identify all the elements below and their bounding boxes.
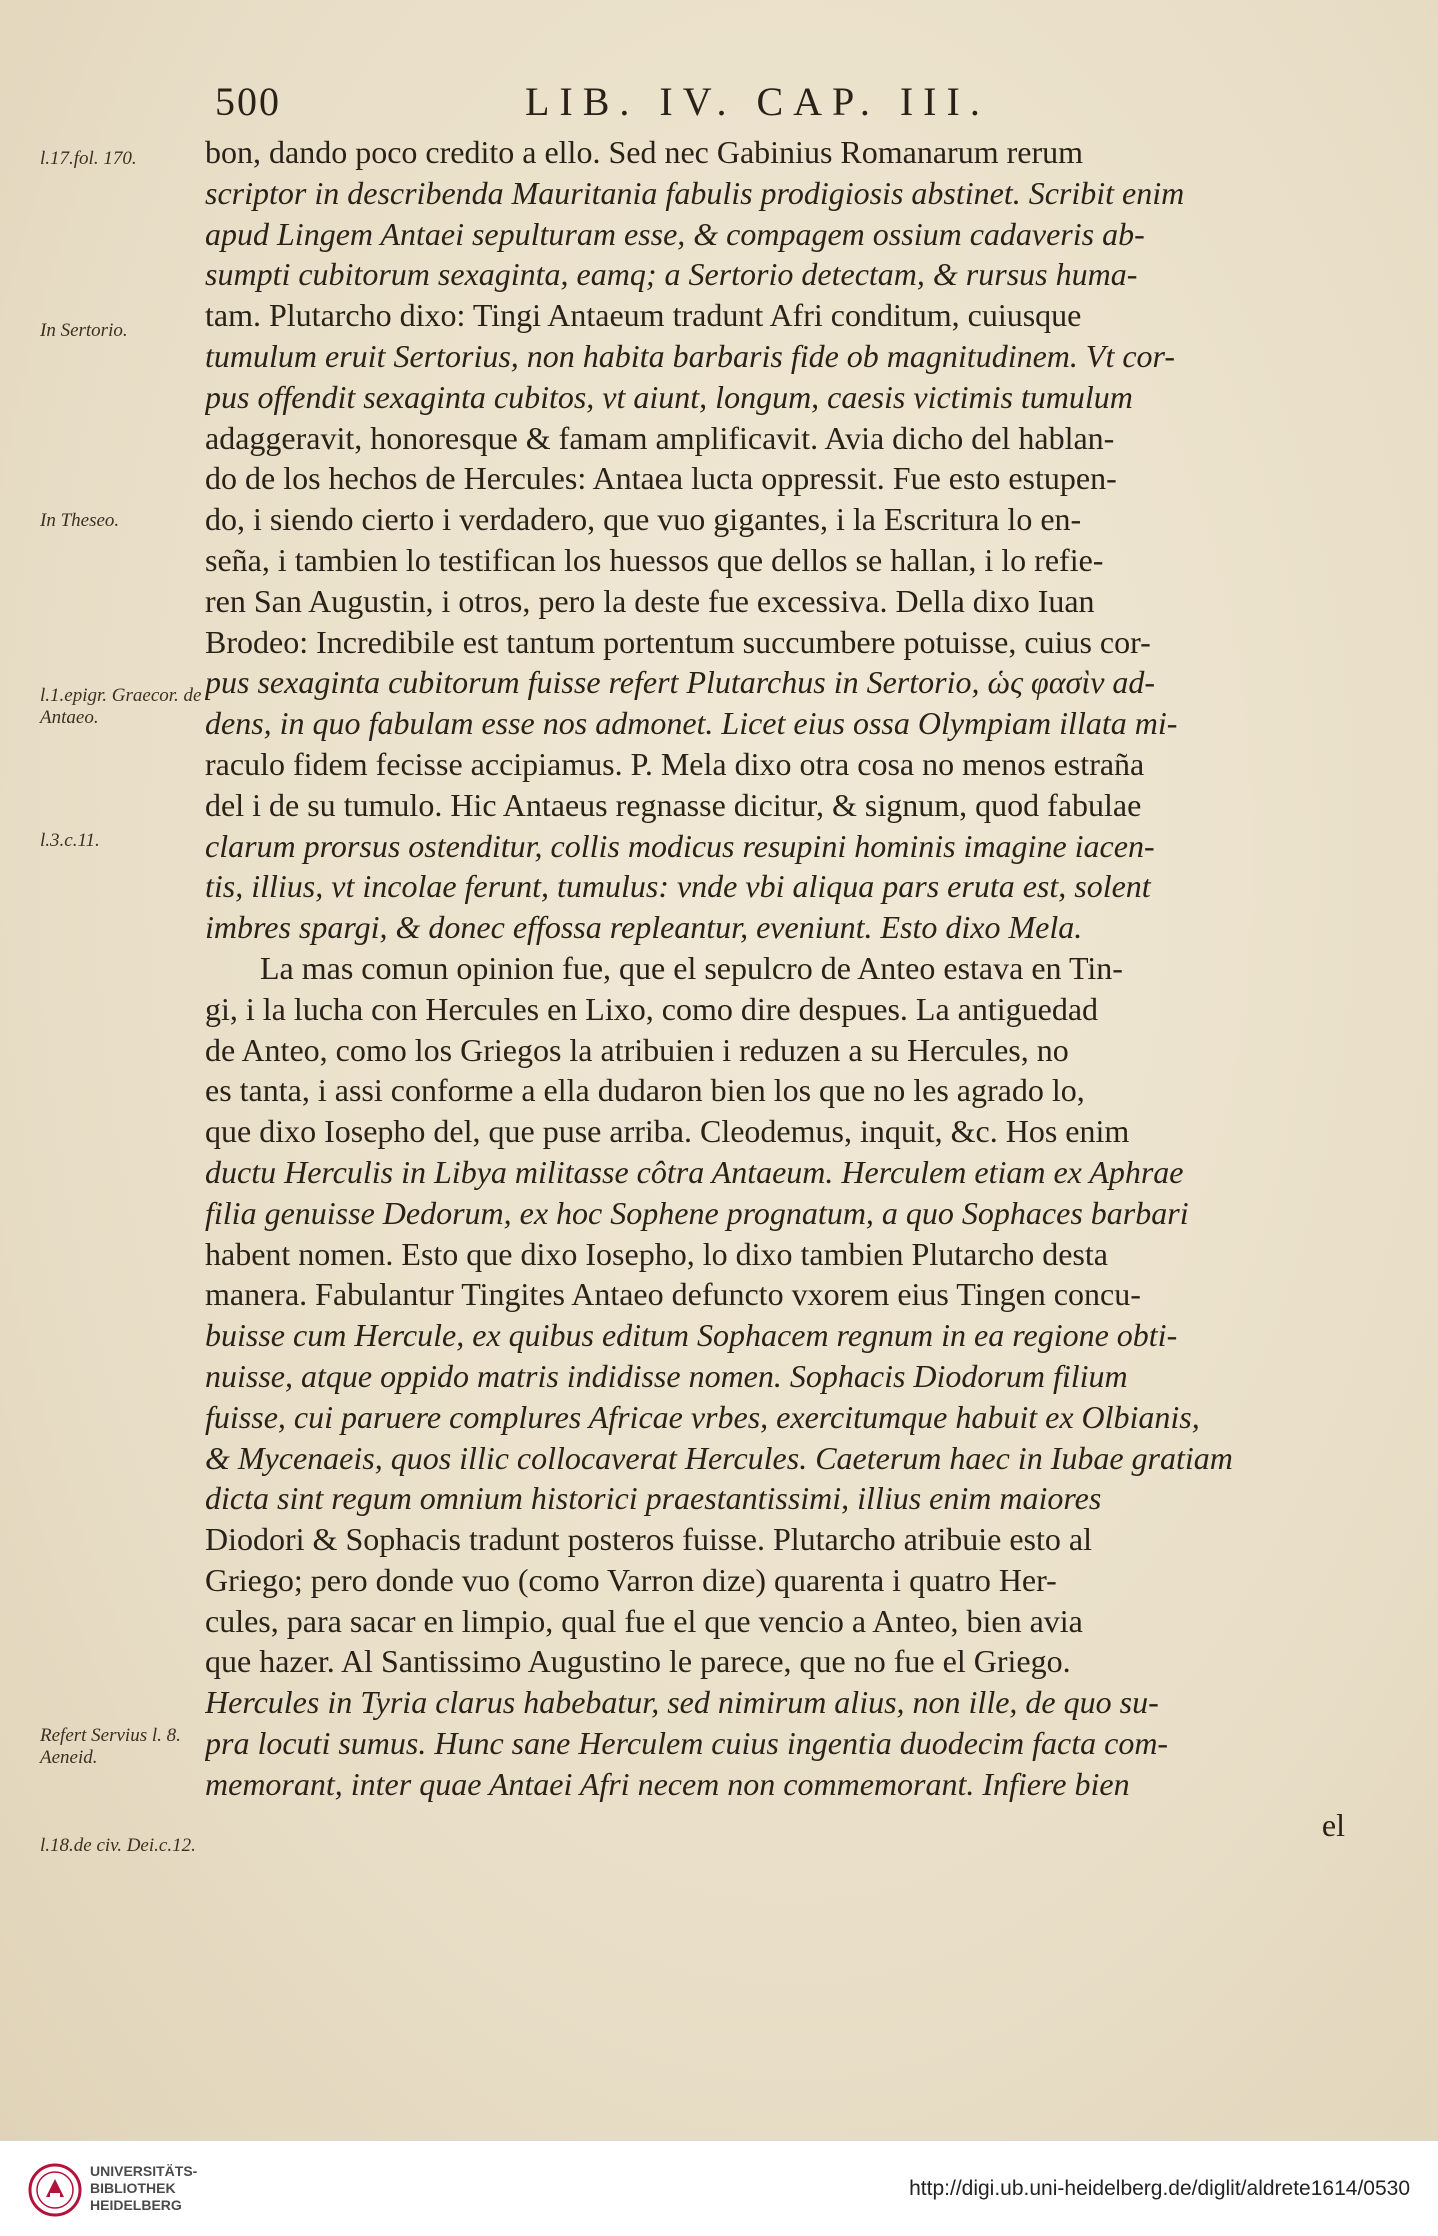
text-line: seña, i tambien lo testifican los huessos que dellos se hallan, i lo refie- bbox=[205, 541, 1104, 578]
text-line: adaggeravit, honoresque & famam amplificavit. Avia dicho del hablan- bbox=[205, 419, 1115, 456]
margin-note: l.3.c.11. bbox=[40, 830, 100, 851]
text-line: La mas comun opinion fue, que el sepulcro de Anteo estava en Tin- bbox=[260, 949, 1123, 986]
text-line: que dixo Iosepho del, que puse arriba. Cleodemus, inquit, &c. Hos enim bbox=[205, 1113, 1130, 1150]
text-line: do de los hechos de Hercules: Antaea lucta oppressit. Fue esto estupen- bbox=[205, 460, 1117, 497]
page-header bbox=[205, 78, 1355, 138]
text-line: Diodori & Sophacis tradunt posteros fuisse. Plutarcho atribuie esto al bbox=[205, 1521, 1092, 1558]
text-line: & Mycenaeis, quos illic collocaverat Hercules. Caeterum haec in Iubae gratiam bbox=[205, 1439, 1233, 1476]
text-line: pus offendit sexaginta cubitos, vt aiunt, longum, caesis victimis tumulum bbox=[205, 378, 1133, 415]
catchword: el bbox=[1321, 1806, 1345, 1843]
text-line: do, i siendo cierto i verdadero, que vuo gigantes, i la Escritura lo en- bbox=[205, 501, 1082, 538]
text-line: ductu Herculis in Libya militasse côtra Antaeum. Herculem etiam ex Aphrae bbox=[205, 1153, 1184, 1190]
text-line: scriptor in describenda Mauritania fabulis prodigiosis abstinet. Scribit enim bbox=[205, 174, 1185, 211]
margin-notes bbox=[0, 0, 200, 2100]
text-line: Hercules in Tyria clarus habebatur, sed nimirum alius, non ille, de quo su- bbox=[205, 1684, 1159, 1721]
viewer-footer bbox=[0, 2140, 1438, 2236]
university-seal-icon bbox=[28, 2163, 82, 2217]
library-line: BIBLIOTHEK bbox=[90, 2180, 176, 2196]
text-line: dicta sint regum omnium historici praestantissimi, illius enim maiores bbox=[205, 1480, 1102, 1517]
text-line: manera. Fabulantur Tingites Antaeo defuncto vxorem eius Tingen concu- bbox=[205, 1276, 1141, 1313]
text-line: filia genuisse Dedorum, ex hoc Sophene prognatum, a quo Sophaces barbari bbox=[205, 1194, 1189, 1231]
text-line: clarum prorsus ostenditur, collis modicus resupini hominis imagine iacen- bbox=[205, 827, 1155, 864]
library-line: UNIVERSITÄTS- bbox=[90, 2163, 198, 2179]
text-line: habent nomen. Esto que dixo Iosepho, lo dixo tambien Plutarcho desta bbox=[205, 1235, 1108, 1272]
text-line: raculo fidem fecisse accipiamus. P. Mela dixo otra cosa no menos estraña bbox=[205, 745, 1145, 782]
text-line: imbres spargi, & donec effossa repleantur, eveniunt. Esto dixo Mela. bbox=[205, 909, 1083, 946]
text-line: bon, dando poco credito a ello. Sed nec Gabinius Romanarum rerum bbox=[205, 134, 1083, 170]
margin-note: l.1.epigr. Graecor. de Antaeo. bbox=[40, 685, 202, 728]
page-number: 500 bbox=[215, 79, 281, 124]
text-line: fuisse, cui paruere complures Africae vrbes, exercitumque habuit ex Olbianis, bbox=[205, 1398, 1200, 1435]
library-name bbox=[90, 2163, 197, 2214]
margin-note: In Sertorio. bbox=[40, 320, 128, 341]
running-head: LIB. IV. CAP. III. bbox=[525, 79, 990, 124]
text-line: sumpti cubitorum sexaginta, eamq; a Sertorio detectam, & rursus huma- bbox=[205, 256, 1138, 293]
text-line: dens, in quo fabulam esse nos admonet. Licet eius ossa Olympiam illata mi- bbox=[205, 705, 1178, 742]
text-line: que hazer. Al Santissimo Augustino le parece, que no fue el Griego. bbox=[205, 1643, 1071, 1680]
margin-note: In Theseo. bbox=[40, 510, 120, 531]
library-line: HEIDELBERG bbox=[90, 2197, 182, 2213]
text-line: cules, para sacar en limpio, qual fue el que vencio a Anteo, bien avia bbox=[205, 1602, 1083, 1639]
margin-note: l.17.fol. 170. bbox=[40, 148, 137, 169]
text-line: tam. Plutarcho dixo: Tingi Antaeum tradunt Afri conditum, cuiusque bbox=[205, 297, 1082, 334]
margin-note: Refert Servius l. 8. Aeneid. bbox=[40, 1725, 181, 1768]
permalink-url[interactable]: http://digi.ub.uni-heidelberg.de/diglit/aldrete1614/0530 bbox=[909, 2177, 1410, 2200]
text-line: pra locuti sumus. Hunc sane Herculem cuius ingentia duodecim facta com- bbox=[205, 1725, 1169, 1762]
body-text bbox=[205, 132, 1365, 1845]
text-line: gi, i la lucha con Hercules en Lixo, como dire despues. La antiguedad bbox=[205, 990, 1099, 1027]
text-line: tis, illius, vt incolae ferunt, tumulus: vnde vbi aliqua pars eruta est, solent bbox=[205, 868, 1151, 905]
text-line: Brodeo: Incredibile est tantum portentum succumbere potuisse, cuius cor- bbox=[205, 623, 1151, 660]
text-line: pus sexaginta cubitorum fuisse refert Plutarchus in Sertorio, ὡς φασὶν ad- bbox=[205, 664, 1156, 701]
text-line: buisse cum Hercule, ex quibus editum Sophacem regnum in ea regione obti- bbox=[205, 1317, 1178, 1354]
text-line: ren San Augustin, i otros, pero la deste fue excessiva. Della dixo Iuan bbox=[205, 582, 1095, 619]
text-line: de Anteo, como los Griegos la atribuien i reduzen a su Hercules, no bbox=[205, 1031, 1069, 1068]
text-line: apud Lingem Antaei sepulturam esse, & compagem ossium cadaveris ab- bbox=[205, 215, 1145, 252]
text-line: es tanta, i assi conforme a ella dudaron bien los que no les agrado lo, bbox=[205, 1072, 1085, 1109]
text-line: Griego; pero donde vuo (como Varron dize) quarenta i quatro Her- bbox=[205, 1561, 1057, 1598]
margin-note: l.18.de civ. Dei.c.12. bbox=[40, 1835, 196, 1856]
text-line: del i de su tumulo. Hic Antaeus regnasse dicitur, & signum, quod fabulae bbox=[205, 786, 1142, 823]
text-line: tumulum eruit Sertorius, non habita barbaris fide ob magnitudinem. Vt cor- bbox=[205, 337, 1175, 374]
text-line: memorant, inter quae Antaei Afri necem non commemorant. Infiere bien bbox=[205, 1765, 1130, 1802]
text-line: nuisse, atque oppido matris indidisse nomen. Sophacis Diodorum filium bbox=[205, 1357, 1128, 1394]
